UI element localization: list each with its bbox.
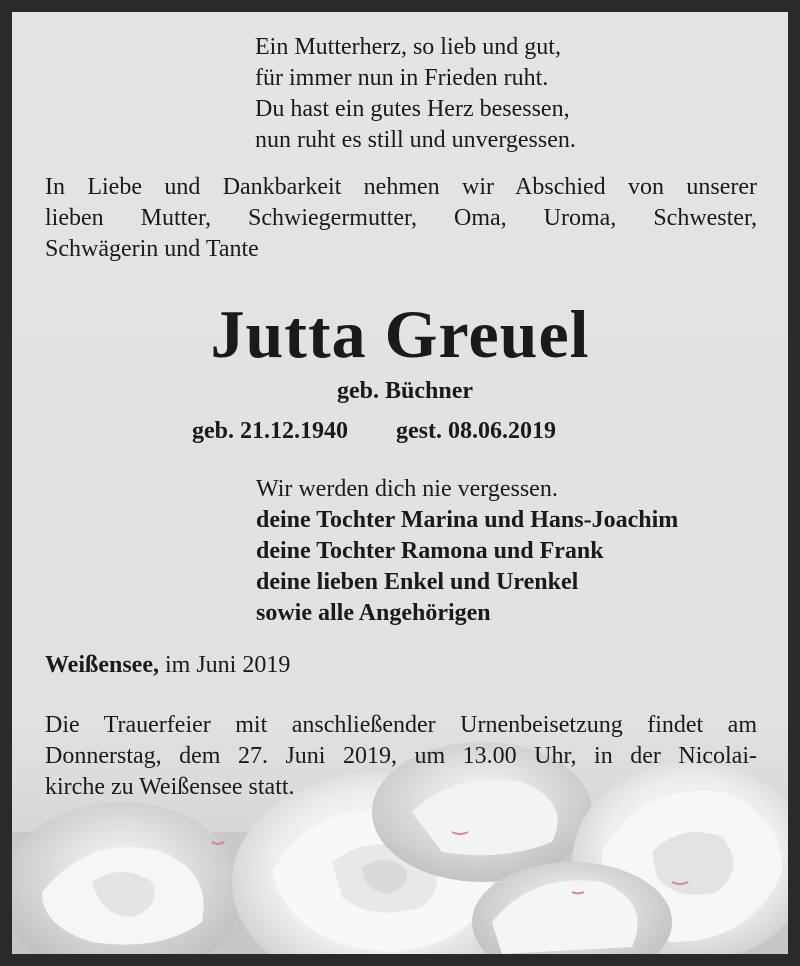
family-member: deine Tochter Marina und Hans-Joachim xyxy=(256,507,679,533)
poem-line: Ein Mutterherz, so lieb und gut, xyxy=(255,34,561,60)
life-dates xyxy=(192,416,556,446)
family-member: deine Tochter Ramona und Frank xyxy=(256,538,604,564)
deceased-name: Jutta Greuel xyxy=(210,296,590,372)
poem-line: für immer nun in Frieden ruht. xyxy=(255,65,549,91)
intro-line: In Liebe und Dankbarkeit nehmen wir Abschied von unserer xyxy=(45,174,757,200)
family-member: deine lieben Enkel und Urenkel xyxy=(256,569,579,595)
intro-paragraph xyxy=(45,172,757,265)
poem-line: nun ruht es still und unvergessen. xyxy=(255,127,576,153)
death-date: gest. 08.06.2019 xyxy=(396,418,556,444)
family-signature xyxy=(256,474,776,629)
town: Weißensee, xyxy=(45,652,159,678)
birth-date: geb. 21.12.1940 xyxy=(192,418,348,444)
service-line: Die Trauerfeier mit anschließender Urnenbeisetzung findet am xyxy=(45,712,757,738)
service-line: kirche zu Weißensee statt. xyxy=(45,774,295,800)
family-message: Wir werden dich nie vergessen. xyxy=(256,476,558,502)
month-year: im Juni 2019 xyxy=(165,652,291,678)
place-date xyxy=(45,650,290,681)
maiden-name-text: geb. Büchner xyxy=(336,378,473,404)
service-line: Donnerstag, dem 27. Juni 2019, um 13.00 Uhr, in der Nicolai- xyxy=(45,743,757,769)
intro-line: lieben Mutter, Schwiegermutter, Oma, Uroma, Schwester, xyxy=(45,205,757,231)
family-member: sowie alle Angehörigen xyxy=(256,600,491,626)
service-info xyxy=(45,710,757,803)
intro-line: Schwägerin und Tante xyxy=(45,236,259,262)
maiden-name xyxy=(12,376,788,406)
poem-line: Du hast ein gutes Herz besessen, xyxy=(255,96,570,122)
poem xyxy=(255,32,675,156)
